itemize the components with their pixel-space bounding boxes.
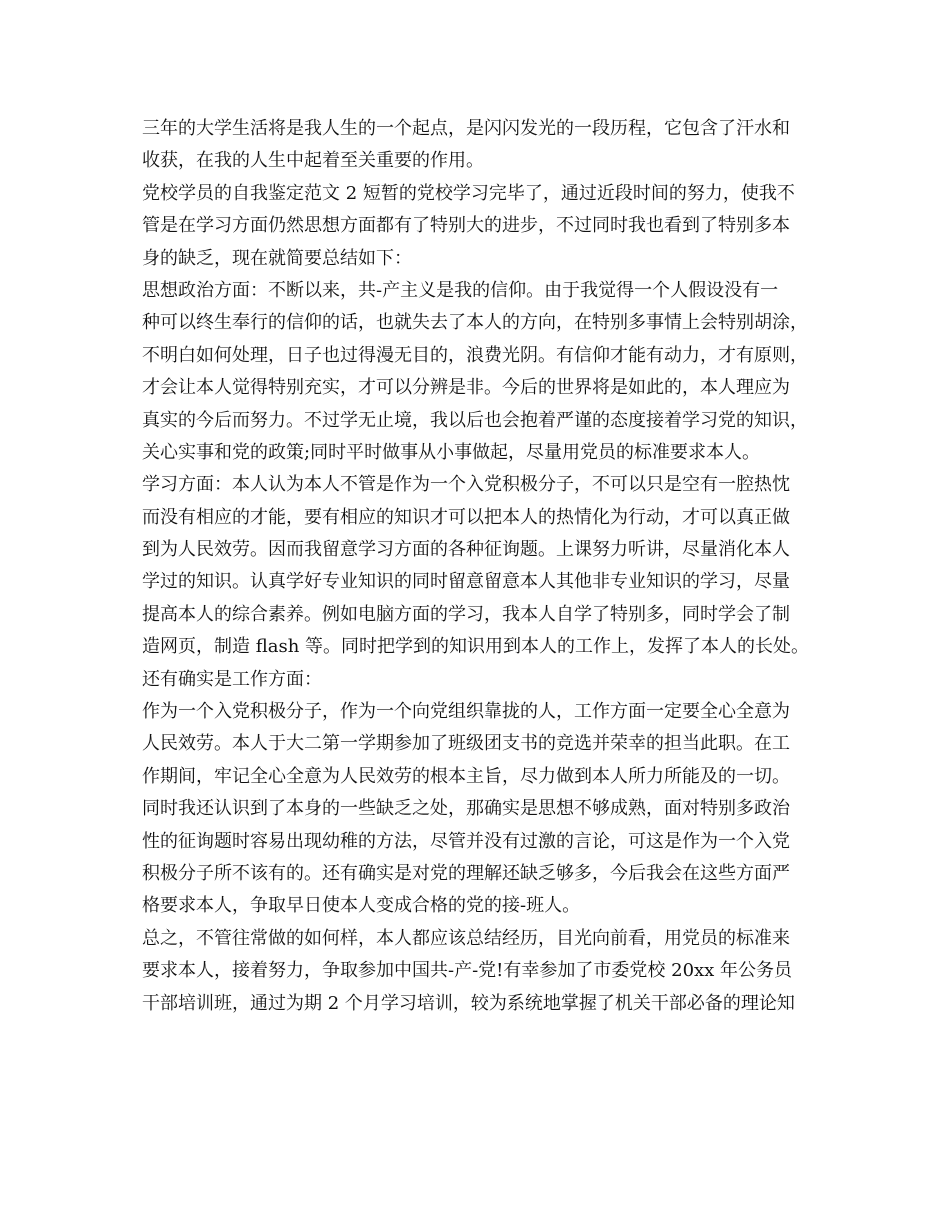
text-line: 身的缺乏，现在就简要总结如下： [142,247,412,269]
text-line: 学过的知识。认真学好专业知识的同时留意留意本人其他非专业知识的学习，尽量 [142,571,790,593]
text-line: 要求本人，接着努力，争取参加中国共-产-党!有幸参加了市委党校 20xx 年公务员 [142,960,793,982]
text-line: 而没有相应的才能，要有相应的知识才可以把本人的热情化为行动，才可以真正做 [142,506,790,528]
text-line: 人民效劳。本人于大二第一学期参加了班级团支书的竞选并荣幸的担当此职。在工 [142,733,790,755]
text-line: 思想政治方面：不断以来，共-产主义是我的信仰。由于我觉得一个人假设没有一 [142,279,779,301]
document-body [142,113,812,1020]
text-line: 格要求本人，争取早日使本人变成合格的党的接-班人。 [142,895,581,917]
text-line: 收获，在我的人生中起着至关重要的作用。 [142,150,484,172]
text-line: 学习方面：本人认为本人不管是作为一个入党积极分子，不可以只是空有一腔热忱 [142,474,790,496]
text-line: 三年的大学生活将是我人生的一个起点，是闪闪发光的一段历程，它包含了汗水和 [142,118,790,139]
text-line: 积极分子所不该有的。还有确实是对党的理解还缺乏够多，今后我会在这些方面严 [142,862,790,884]
text-line: 管是在学习方面仍然思想方面都有了特别大的进步，不过同时我也看到了特别多本 [142,215,790,237]
text-line: 党校学员的自我鉴定范文 2 短暂的党校学习完毕了，通过近段时间的努力，使我不 [142,182,795,204]
text-line: 作期间，牢记全心全意为人民效劳的根本主旨，尽力做到本人所力所能及的一切。 [142,765,790,787]
text-line: 才会让本人觉得特别充实，才可以分辨是非。今后的世界将是如此的，本人理应为 [142,377,790,399]
text-line: 提高本人的综合素养。例如电脑方面的学习，我本人自学了特别多，同时学会了制 [142,603,790,625]
text-line: 还有确实是工作方面： [142,668,322,690]
text-line: 作为一个入党积极分子，作为一个向党组织靠拢的人，工作方面一定要全心全意为 [142,701,790,723]
text-line: 种可以终生奉行的信仰的话，也就失去了本人的方向，在特别多事情上会特别胡涂， [142,312,808,334]
text-line: 关心实事和党的政策;同时平时做事从小事做起，尽量用党员的标准要求本人。 [142,441,761,463]
text-line: 到为人民效劳。因而我留意学习方面的各种征询题。上课努力听讲，尽量消化本人 [142,539,790,561]
text-line: 造网页，制造 flash 等。同时把学到的知识用到本人的工作上，发挥了本人的长处。 [142,636,810,658]
text-line: 同时我还认识到了本身的一些缺乏之处，那确实是思想不够成熟，面对特别多政治 [142,798,790,820]
text-line: 总之，不管往常做的如何样，本人都应该总结经历，目光向前看，用党员的标准来 [142,927,790,949]
text-line: 真实的今后而努力。不过学无止境，我以后也会抱着严谨的态度接着学习党的知识， [142,409,808,431]
text-line: 性的征询题时容易出现幼稚的方法，尽管并没有过激的言论，可这是作为一个入党 [142,830,790,852]
text-line: 不明白如何处理，日子也过得漫无目的，浪费光阴。有信仰才能有动力，才有原则， [142,344,808,366]
text-line: 干部培训班，通过为期 2 个月学习培训，较为系统地掌握了机关干部必备的理论知 [142,992,795,1014]
